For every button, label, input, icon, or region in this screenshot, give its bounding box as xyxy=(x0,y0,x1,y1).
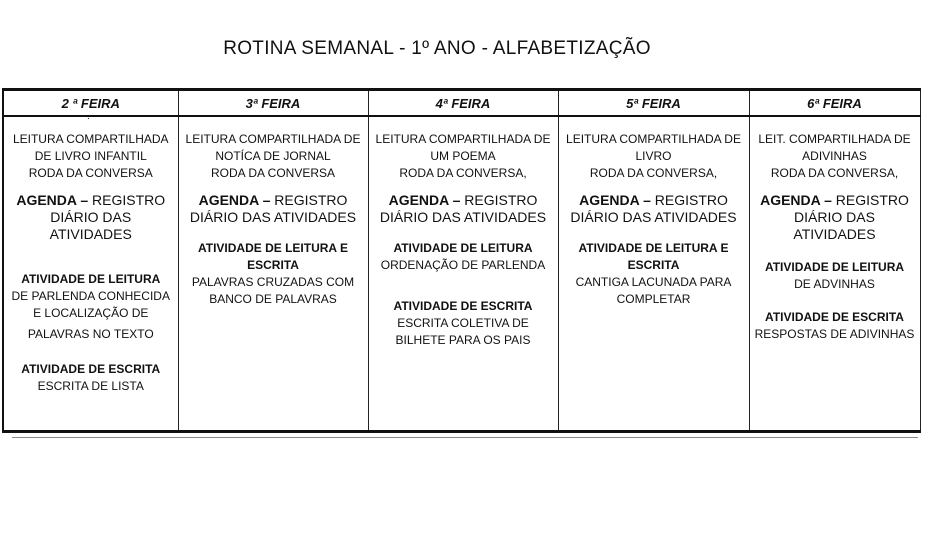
reading-line: DE LIVRO INFANTIL xyxy=(34,149,147,163)
header-row xyxy=(3,90,920,117)
activity-line: BANCO DE PALAVRAS xyxy=(209,292,337,306)
agenda-label: AGENDA – xyxy=(760,192,832,208)
agenda-line xyxy=(183,192,364,209)
agenda-rest: REGISTRO xyxy=(650,192,728,208)
activity-title: ATIVIDADE DE ESCRITA xyxy=(393,299,533,313)
reading-line: LIVRO xyxy=(635,149,672,163)
reading-line: RODA DA CONVERSA, xyxy=(589,166,718,180)
agenda-label: AGENDA – xyxy=(388,192,461,208)
activity-title: ESCRITA xyxy=(247,258,299,272)
reading-line: LEITURA COMPARTILHADA DE xyxy=(566,132,741,146)
agenda-rest: REGISTRO xyxy=(270,192,348,208)
activity-line: DE PARLENDA CONHECIDA xyxy=(11,289,170,303)
agenda-line: DIÁRIO DAS ATIVIDADES xyxy=(189,209,357,225)
activity-line: E LOCALIZAÇÃO DE xyxy=(33,306,149,320)
agenda-label: AGENDA – xyxy=(579,192,651,208)
day-header-wednesday: 4ª FEIRA xyxy=(368,90,558,117)
activity-line: ESCRITA COLETIVA DE xyxy=(397,316,529,330)
agenda-line: DIÁRIO DAS ATIVIDADES xyxy=(570,209,737,225)
activity-line: BILHETE PARA OS PAIS xyxy=(395,333,531,347)
agenda-line: ATIVIDADES xyxy=(793,226,876,242)
activity-title: ATIVIDADE DE LEITURA E xyxy=(197,241,348,255)
agenda-line: DIÁRIO DAS xyxy=(794,209,875,225)
activity-title: ESCRITA xyxy=(627,258,680,272)
activities-row xyxy=(3,116,920,432)
agenda-line: DIÁRIO DAS ATIVIDADES xyxy=(379,209,547,225)
activity-line: ORDENAÇÃO DE PARLENDA xyxy=(380,258,546,272)
activity-line: DE ADVINHAS xyxy=(794,277,875,291)
reading-line: RODA DA CONVERSA xyxy=(210,166,336,180)
stray-dot: . xyxy=(87,111,90,122)
day-cell-friday xyxy=(749,116,920,432)
reading-line: RODA DA CONVERSA xyxy=(28,166,153,180)
agenda-line xyxy=(6,192,176,209)
reading-line: RODA DA CONVERSA, xyxy=(770,166,899,180)
activity-title: ATIVIDADE DE ESCRITA xyxy=(21,362,161,376)
activity-line: COMPLETAR xyxy=(616,292,691,306)
reading-line: LEIT. COMPARTILHADA DE xyxy=(758,132,911,146)
activity-title: ATIVIDADE DE LEITURA xyxy=(764,260,905,274)
reading-line: UM POEMA xyxy=(430,149,496,163)
day-cell-wednesday xyxy=(368,116,558,432)
activity-line: RESPOSTAS DE ADIVINHAS xyxy=(754,327,915,341)
activity-line: PALAVRAS CRUZADAS COM xyxy=(191,275,355,289)
day-header-monday: 2 ª FEIRA xyxy=(3,90,178,117)
day-cell-thursday xyxy=(558,116,749,432)
day-header-friday: 6ª FEIRA xyxy=(749,90,920,117)
day-header-thursday: 5ª FEIRA xyxy=(558,90,749,117)
activity-line: ESCRITA DE LISTA xyxy=(37,379,144,393)
reading-line: LEITURA COMPARTILHADA xyxy=(12,132,169,146)
activity-title: ATIVIDADE DE LEITURA xyxy=(21,272,161,286)
agenda-rest: REGISTRO xyxy=(460,192,538,208)
activity-line: CANTIGA LACUNADA PARA xyxy=(575,275,732,289)
reading-line: LEITURA COMPARTILHADA DE xyxy=(375,132,551,146)
day-cell-tuesday xyxy=(178,116,368,432)
agenda-line xyxy=(373,192,554,209)
reading-line: LEITURA COMPARTILHADA DE xyxy=(185,132,361,146)
weekly-routine-table xyxy=(2,88,921,433)
agenda-line xyxy=(754,192,916,209)
activity-title: ATIVIDADE DE ESCRITA xyxy=(765,310,904,324)
day-header-tuesday: 3ª FEIRA xyxy=(178,90,368,117)
agenda-line xyxy=(563,192,745,209)
reading-line: ADIVINHAS xyxy=(802,149,867,163)
agenda-line: DIÁRIO DAS xyxy=(50,209,132,225)
agenda-line: ATIVIDADES xyxy=(49,226,132,242)
activity-title: ATIVIDADE DE LEITURA xyxy=(393,241,533,255)
bottom-rule xyxy=(12,437,918,438)
reading-line: RODA DA CONVERSA, xyxy=(399,166,527,180)
agenda-label: AGENDA – xyxy=(198,192,271,208)
reading-line: NOTÍCA DE JORNAL xyxy=(215,149,331,163)
agenda-rest: REGISTRO xyxy=(88,192,166,208)
activity-title: ATIVIDADE DE LEITURA E xyxy=(578,241,729,255)
page-title: ROTINA SEMANAL - 1º ANO - ALFABETIZAÇÃO xyxy=(223,38,651,59)
activity-line: PALAVRAS NO TEXTO xyxy=(27,327,154,341)
agenda-rest: REGISTRO xyxy=(831,192,909,208)
agenda-label: AGENDA – xyxy=(16,192,89,208)
day-cell-monday xyxy=(3,116,178,432)
